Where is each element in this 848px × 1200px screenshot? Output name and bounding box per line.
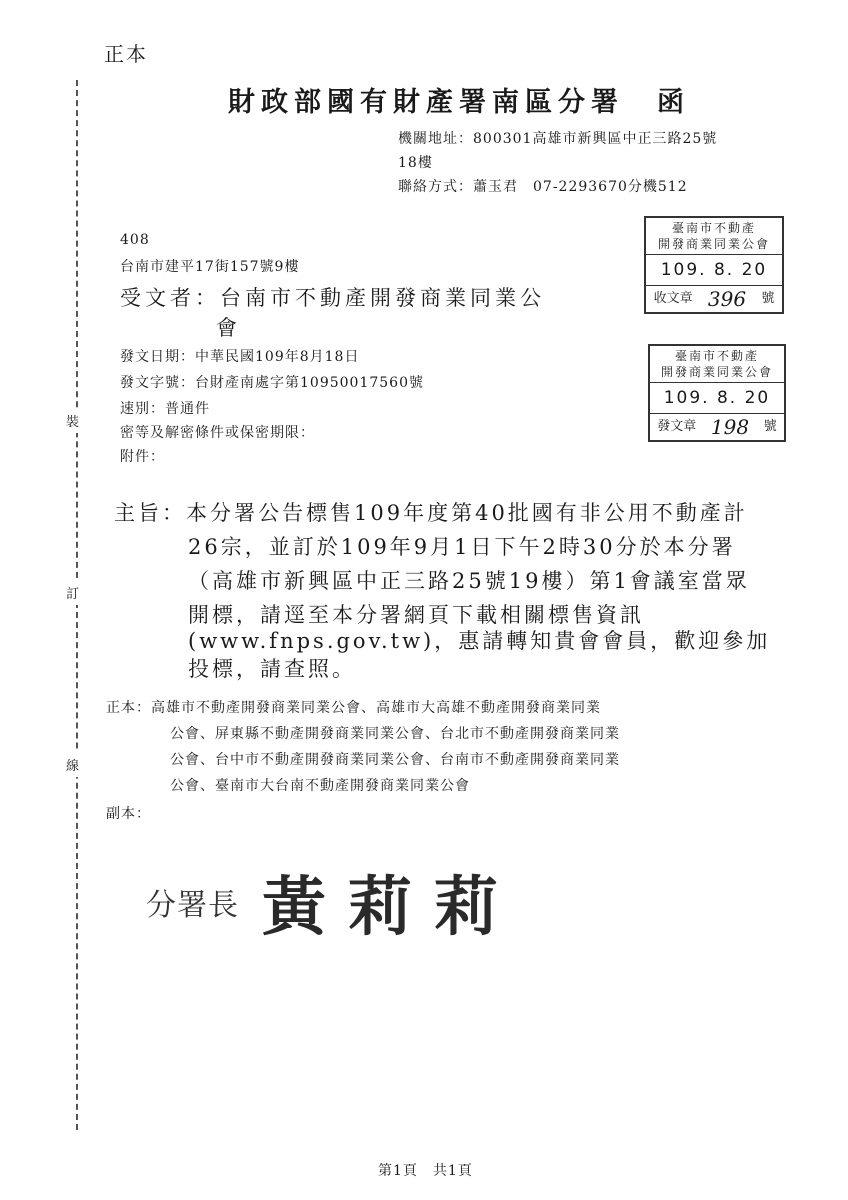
signature-name: 黃莉莉 — [262, 870, 520, 945]
binding-line — [76, 80, 78, 1130]
subject-line-5: (www.fnps.gov.tw)，惠請轉知貴會會員，歡迎參加 — [188, 629, 771, 653]
recipient-line2: 會 — [216, 316, 241, 340]
subject-line-3: （高雄市新興區中正三路25號19樓）第1會議室當眾 — [188, 569, 750, 593]
binding-mark-zhuang: 裝 — [66, 408, 79, 433]
contact-info: 聯絡方式：蕭玉君 07-2293670分機512 — [398, 179, 688, 195]
copy-to: 副本： — [106, 806, 151, 822]
received-stamp — [644, 216, 784, 314]
sent-stamp-number: 198 — [710, 415, 750, 439]
sent-stamp — [648, 344, 786, 442]
received-stamp-date: 109. 8. 20 — [646, 255, 782, 286]
attachment: 附件： — [120, 449, 165, 465]
secrecy: 密等及解密條件或保密期限： — [120, 425, 315, 441]
binding-mark-xian: 線 — [66, 752, 79, 777]
page-number: 第1頁 共1頁 — [378, 1163, 473, 1179]
subject-line-4: 開標，請逕至本分署網頁下載相關標售資訊 — [188, 603, 644, 627]
received-stamp-number: 396 — [707, 287, 747, 311]
cc-line-2: 公會、屏東縣不動產開發商業同業公會、台北市不動產開發商業同業 — [170, 726, 620, 742]
cc-line-4: 公會、臺南市大台南不動產開發商業同業公會 — [170, 778, 470, 794]
agency-address-line2: 18樓 — [398, 155, 433, 171]
doc-number: 發文字號：台財產南處字第10950017560號 — [120, 375, 424, 391]
cc-line-3: 公會、台中市不動產開發商業同業公會、台南市不動產開發商業同業 — [170, 752, 620, 768]
subject-line-1: 主旨：本分署公告標售109年度第40批國有非公用不動產計 — [114, 501, 748, 525]
recipient-zip: 408 — [120, 232, 150, 248]
agency-address: 機關地址：800301高雄市新興區中正三路25號 — [398, 131, 718, 147]
received-stamp-number-row: 收文章 396 號 — [653, 287, 775, 311]
cc-line-1: 正本：高雄市不動產開發商業同業公會、高雄市大高雄不動產開發商業同業 — [106, 700, 601, 716]
received-stamp-org: 臺南市不動產 開發商業同業公會 — [646, 218, 782, 255]
binding-mark-ding: 訂 — [66, 580, 79, 605]
subject-line-6: 投標，請查照。 — [188, 657, 356, 681]
doc-date: 發文日期：中華民國109年8月18日 — [120, 349, 360, 365]
sent-stamp-org: 臺南市不動產 開發商業同業公會 — [650, 346, 784, 383]
recipient-address: 台南市建平17街157號9樓 — [120, 259, 300, 275]
recipient: 受文者：台南市不動產開發商業同業公 — [120, 286, 545, 310]
sent-stamp-number-row: 發文章 198 號 — [657, 415, 777, 439]
document-title: 財政部國有財產署南區分署 函 — [228, 87, 690, 118]
speed: 速別：普通件 — [120, 401, 210, 417]
subject-line-2: 26宗，並訂於109年9月1日下午2時30分於本分署 — [188, 535, 736, 559]
signature-title: 分署長 — [146, 888, 239, 923]
copy-mark: 正本 — [104, 42, 148, 66]
sent-stamp-date: 109. 8. 20 — [650, 383, 784, 414]
